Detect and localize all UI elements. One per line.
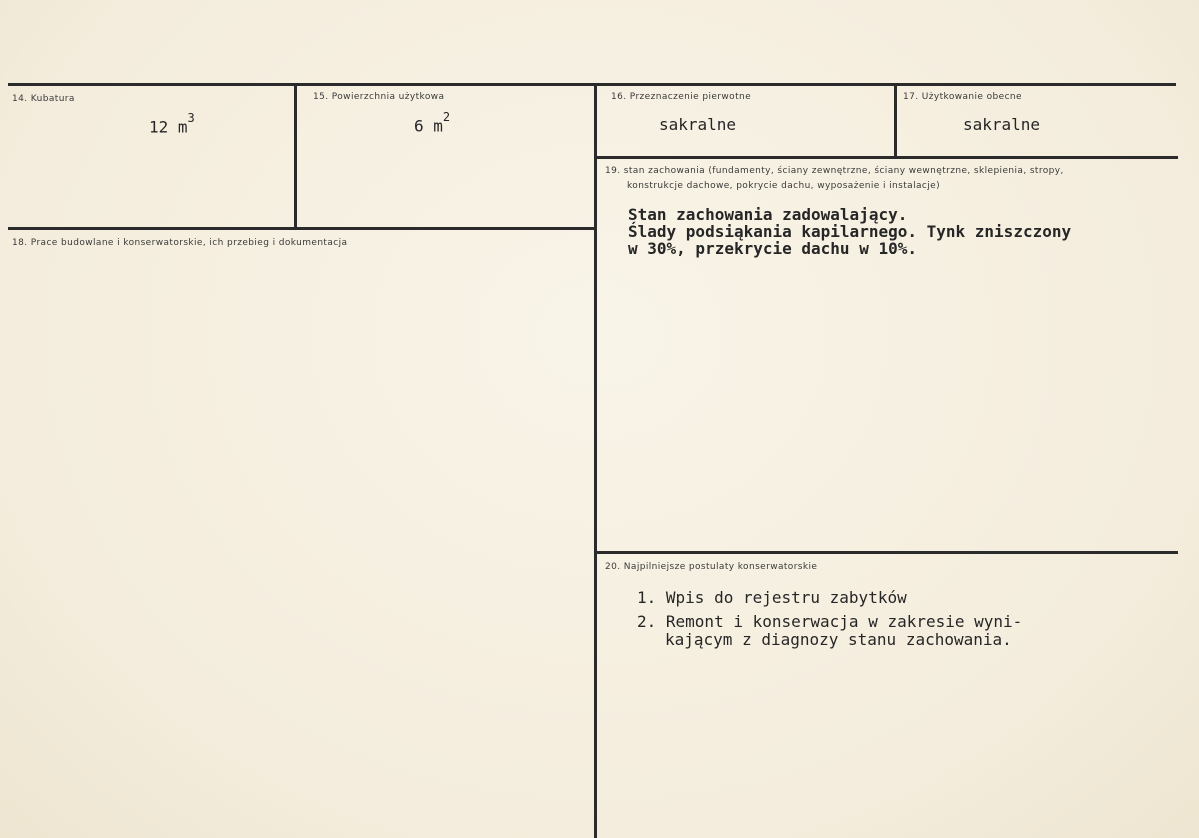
divider-16-17	[894, 83, 897, 157]
field-14-unit-exponent: 3	[187, 111, 195, 125]
field-19-text-line2: Ślady podsiąkania kapilarnego. Tynk zniszczony	[628, 222, 1072, 241]
field-14-label: 14. Kubatura	[12, 94, 75, 104]
field-19-label-line2: konstrukcje dachowe, pokrycie dachu, wyposażenie i instalacje)	[627, 181, 940, 191]
top-rule	[8, 83, 1176, 86]
field-16-value: sakralne	[659, 115, 737, 134]
field-20-item-2-line1: 2. Remont i konserwacja w zakresie wyni-	[637, 612, 1023, 631]
divider-center	[594, 83, 597, 838]
field-16-label: 16. Przeznaczenie pierwotne	[611, 92, 752, 102]
rule-above-20	[596, 551, 1178, 554]
field-18-label: 18. Prace budowlane i konserwatorskie, ich przebieg i dokumentacja	[12, 238, 348, 248]
field-15-value-text: 6 m	[414, 116, 443, 136]
field-19-text-line3: w 30%, przekrycie dachu w 10%.	[628, 239, 917, 258]
field-19-text-line1: Stan zachowania zadowalający.	[628, 205, 908, 224]
field-17-value: sakralne	[963, 115, 1041, 134]
field-15-unit-exponent: 2	[442, 110, 451, 124]
field-20-item-2-line2: kającym z diagnozy stanu zachowania.	[665, 630, 1012, 649]
field-15-value	[414, 110, 451, 136]
field-14-value	[149, 111, 195, 137]
field-19-label-line1: 19. stan zachowania (fundamenty, ściany zewnętrzne, ściany wewnętrzne, sklepienia, stropy,	[605, 166, 1064, 176]
field-17-label: 17. Użytkowanie obecne	[903, 92, 1022, 102]
field-20-label: 20. Najpilniejsze postulaty konserwatorskie	[605, 562, 818, 572]
field-15-label: 15. Powierzchnia użytkowa	[313, 92, 445, 102]
field-20-item-1: 1. Wpis do rejestru zabytków	[637, 588, 907, 607]
rule-under-14-15	[8, 227, 596, 230]
field-14-value-text: 12 m	[149, 117, 188, 137]
rule-under-16-17	[596, 156, 1178, 159]
divider-14-15	[294, 83, 297, 229]
